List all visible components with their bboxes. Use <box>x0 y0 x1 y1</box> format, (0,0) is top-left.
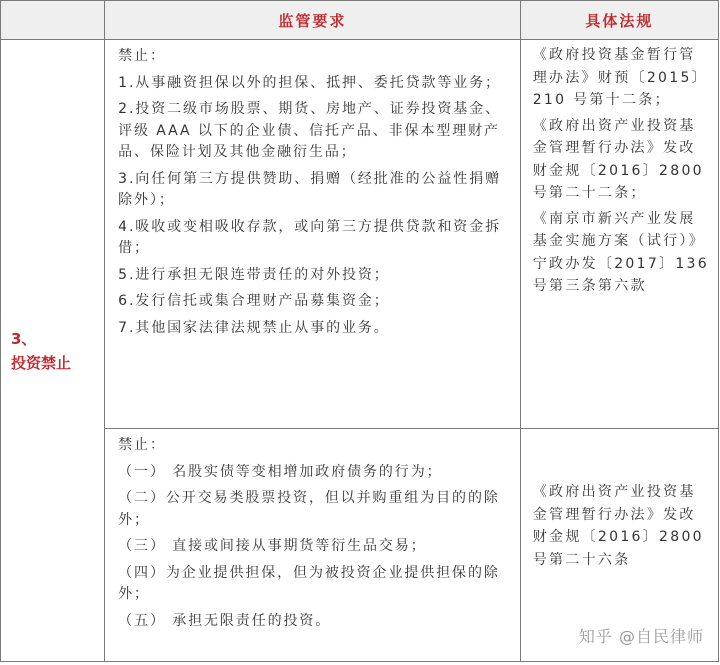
category-number: 3、 <box>11 329 37 348</box>
requirement-item: 3.向任何第三方提供赞助、捐赠（经批准的公益性捐赠除外）； <box>118 170 501 208</box>
table-row <box>1 40 719 429</box>
requirement-item: 4.吸收或变相吸收存款，或向第三方提供贷款和资金拆借； <box>118 218 501 256</box>
requirement-item: （五） 承担无限责任的投资。 <box>118 612 332 629</box>
requirements-cell <box>105 40 521 429</box>
requirements-cell <box>105 429 521 662</box>
requirement-item: 5.进行承担无限连带责任的对外投资； <box>118 266 390 283</box>
regulation-item: 《南京市新兴产业发展基金实施方案（试行）》宁政办发〔2017〕136 号第三条第六款 <box>532 210 709 294</box>
requirement-item: 2.投资二级市场股票、期货、房地产、证券投资基金、评级 AAA 以下的企业债、信托产品、非保本型理财产品、保险计划及其他金融衍生品； <box>118 101 501 160</box>
header-category-cell <box>1 1 105 40</box>
requirement-item: 7.其他国家法律法规禁止从事的业务。 <box>118 319 390 336</box>
regulation-item: 《政府投资基金暂行管理办法》财预〔2015〕210 号第十二条； <box>532 47 708 108</box>
requirement-item: （三） 直接或间接从事期货等衍生品交易； <box>118 538 427 554</box>
regulation-item: 《政府出资产业投资基金管理暂行办法》发改财金规〔2016〕2800 号第二十二条； <box>532 117 704 201</box>
category-name: 投资禁止 <box>11 353 72 372</box>
regulations-cell <box>520 40 718 429</box>
requirement-item: （一） 名股实债等变相增加政府债务的行为； <box>118 463 443 480</box>
requirement-item: （四）为企业提供担保，但为被投资企业提供担保的除外； <box>118 564 500 602</box>
category-cell <box>1 40 105 662</box>
watermark: 知乎 @自民律师 <box>578 627 704 646</box>
table-header-row <box>1 1 719 40</box>
regulation-item: 《政府出资产业投资基金管理暂行办法》发改财金规〔2016〕2800 号第二十六条 <box>532 484 704 568</box>
requirement-item: 禁止： <box>118 48 166 64</box>
header-requirements: 监管要求 <box>105 1 521 40</box>
requirement-item: （二）公开交易类股票投资，但以并购重组为目的的除外； <box>118 490 500 528</box>
requirement-item: 1.从事融资担保以外的担保、抵押、委托贷款等业务； <box>118 74 501 91</box>
header-regulations: 具体法规 <box>520 1 718 40</box>
requirement-item: 禁止： <box>118 437 166 453</box>
requirement-item: 6.发行信托或集合理财产品募集资金； <box>118 293 390 309</box>
